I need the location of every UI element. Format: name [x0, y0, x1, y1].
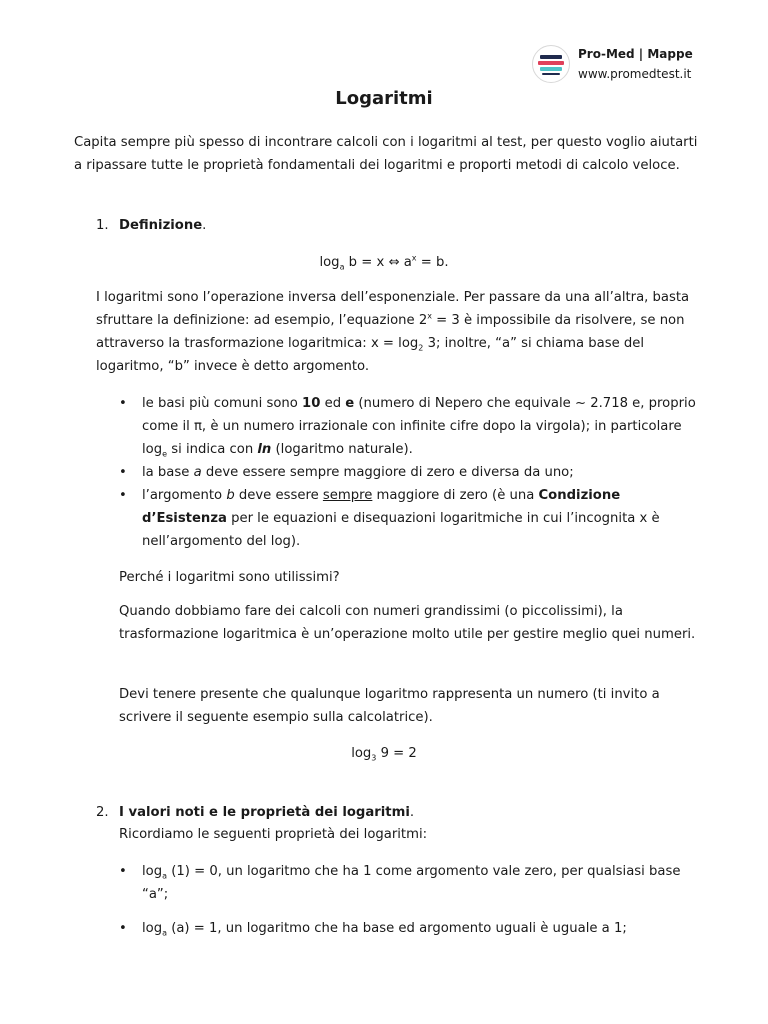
list-text: deve essere sempre maggiore di zero e diversa da uno; — [201, 465, 574, 480]
list-text: deve essere — [234, 488, 323, 503]
paragraph-sup: x — [427, 311, 432, 321]
brand-name: Pro-Med | Mappe — [578, 47, 693, 61]
list-text: (a) = 1, un logaritmo che ha base ed argomento uguali è uguale a 1; — [167, 921, 627, 936]
list-sub: a — [162, 928, 168, 938]
bullet-dot: • — [119, 396, 127, 411]
definition-bullets — [119, 392, 699, 553]
intro-paragraph: Capita sempre più spesso di incontrare calcoli con i logaritmi al test, per questo voglio aiutarti a ripassare tutte le proprietà fondamentali dei logaritmi e proporti metodi di calcolo veloce. — [74, 135, 698, 173]
paragraph-sub: 2 — [418, 343, 424, 353]
paragraph-text: 3; inoltre, “a” si chiama base del logaritmo, “b” invece è detto argomento. — [96, 336, 645, 374]
formula-sub: a — [339, 262, 345, 272]
bullet-dot: • — [119, 864, 127, 879]
list-bold-italic: ln — [257, 442, 272, 457]
list-text: (1) = 0, un logaritmo che ha 1 come argomento vale zero, per qualsiasi base “a”; — [142, 864, 681, 902]
bullet-dot: • — [119, 488, 127, 503]
formula-part: 9 = 2 — [376, 746, 417, 761]
section-2-number: 2. — [96, 805, 109, 820]
section-1-number: 1. — [96, 218, 109, 233]
example-formula — [0, 742, 768, 765]
list-text: maggiore di zero (è una — [372, 488, 539, 503]
list-item — [119, 860, 699, 906]
list-item — [119, 484, 699, 553]
promed-logo — [531, 44, 571, 84]
list-text: ed — [320, 396, 346, 411]
list-sub: a — [162, 871, 168, 881]
explanation-paragraph: Quando dobbiamo fare dei calcoli con numeri grandissimi (o piccolissimi), la trasformazione logaritmica è un’operazione molto utile per gestire meglio quei numeri. — [119, 604, 696, 642]
paragraph-text: I logaritmi sono l’operazione inversa dell’esponenziale. Per passare da una all’altra, basta sfruttare la definizione: ad esempio, l’equazione 2 — [96, 290, 690, 328]
list-text: log — [142, 864, 163, 879]
question-line: Perché i logaritmi sono utilissimi? — [119, 570, 340, 585]
promed-logo-icon — [531, 44, 571, 84]
list-bold: e — [345, 396, 355, 411]
section-1-title-dot: . — [202, 218, 207, 233]
list-text: log — [142, 921, 163, 936]
formula-sup: x — [411, 253, 417, 263]
list-bold: Condizione d’Esistenza — [142, 488, 621, 526]
bullet-dot: • — [119, 921, 127, 936]
definition-formula — [0, 251, 768, 274]
paragraph-text: = 3 è impossibile da risolvere, se non attraverso la trasformazione logaritmica: x = log — [96, 313, 685, 351]
formula-part: log — [319, 255, 340, 270]
list-sub: e — [162, 449, 168, 459]
list-item — [119, 392, 699, 461]
list-italic: a — [193, 465, 202, 480]
formula-part: log — [351, 746, 372, 761]
list-text: l’argomento — [142, 488, 227, 503]
brand-url: www.promedtest.it — [578, 67, 692, 81]
section-2-title-dot: . — [409, 805, 415, 820]
section-1-title: Definizione — [119, 218, 203, 233]
list-text: (logaritmo naturale). — [271, 442, 413, 457]
page-title: Logaritmi — [335, 88, 433, 109]
brand-block — [578, 44, 693, 84]
list-text: si indica con — [167, 442, 258, 457]
list-bold: 10 — [302, 396, 321, 411]
list-text: (numero di Nepero che equivale ~ 2.718 e, proprio come il π, è un numero irrazionale con infinite cifre dopo la virgola); in particolare log — [142, 396, 696, 457]
list-text: la base — [142, 465, 194, 480]
formula-sub: 3 — [371, 753, 377, 763]
bullet-dot: • — [119, 465, 127, 480]
section-2-intro: Ricordiamo le seguenti proprietà dei logaritmi: — [119, 827, 428, 842]
formula-part: b = x ⇔ a — [344, 255, 412, 270]
list-item — [119, 461, 699, 484]
section-2-title: I valori noti e le proprietà dei logaritmi — [119, 805, 410, 820]
list-item — [119, 917, 699, 940]
list-underline: sempre — [322, 488, 373, 503]
calculator-paragraph: Devi tenere presente che qualunque logaritmo rappresenta un numero (ti invito a scrivere il seguente esempio sulla calcolatrice). — [119, 687, 660, 725]
list-italic: b — [226, 488, 235, 503]
formula-part: = b. — [416, 255, 449, 270]
list-text: le basi più comuni sono — [142, 396, 303, 411]
list-text: per le equazioni e disequazioni logaritmiche in cui l’incognita x è nell’argomento del log). — [142, 511, 660, 549]
section-1-heading — [96, 214, 207, 237]
section-2-heading — [96, 801, 415, 824]
definition-paragraph — [96, 286, 704, 378]
properties-bullets — [119, 860, 699, 940]
